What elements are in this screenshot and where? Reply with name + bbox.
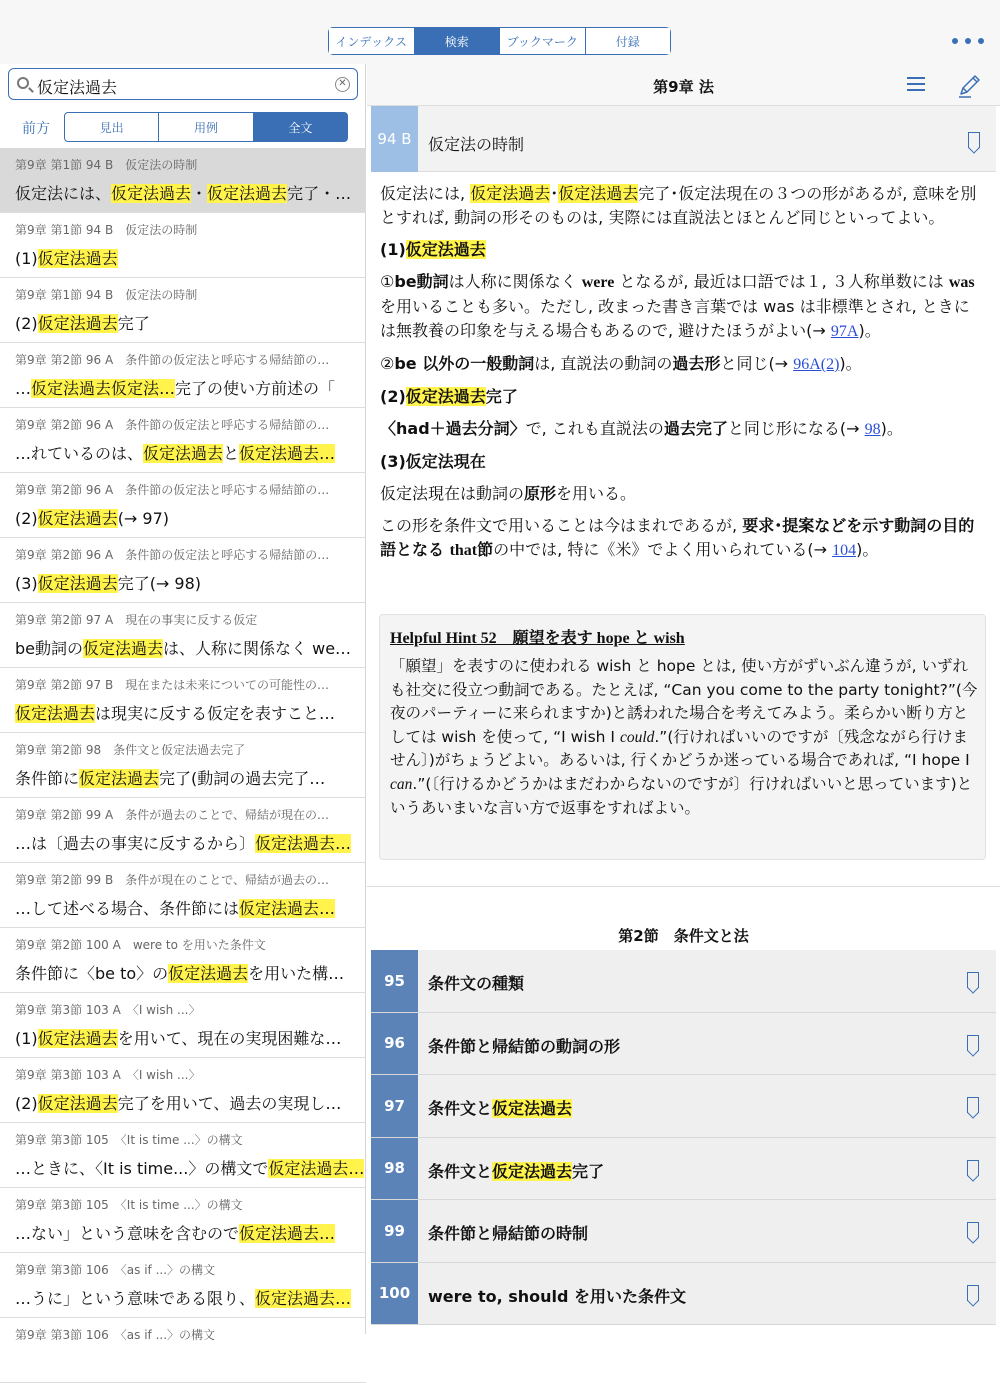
paragraph: 仮定法現在は動詞の原形を用いる。 [380, 484, 637, 503]
result-snippet: 条件節に〈be to〉の仮定法過去を用いた構… [15, 964, 345, 983]
tab-bookmark[interactable]: ブックマーク [500, 28, 586, 54]
subheading: (1)仮定法過去 [380, 240, 486, 259]
search-result-item[interactable] [0, 538, 366, 603]
search-result-item[interactable] [0, 603, 366, 668]
link-96a2[interactable]: 96A(2) [793, 356, 840, 373]
section-number: 94 B [371, 106, 418, 172]
tab-index[interactable]: インデックス [329, 28, 415, 54]
bookmark-icon[interactable] [967, 1097, 979, 1113]
section-title: 仮定法の時制 [428, 135, 525, 154]
main-segmented-control [328, 27, 671, 55]
section-number: 97 [371, 1075, 418, 1137]
search-result-item[interactable] [0, 1253, 366, 1318]
tab-search[interactable]: 検索 [415, 28, 501, 54]
search-result-item[interactable] [0, 473, 366, 538]
scope-tab-example[interactable]: 用例 [159, 113, 253, 141]
section-number: 98 [371, 1138, 418, 1200]
search-result-item[interactable] [0, 863, 366, 928]
paragraph: 〈had＋過去分詞〉で, これも直説法の過去完了と同じ形になる(→ 98)。 [380, 419, 903, 438]
search-result-item[interactable] [0, 148, 366, 213]
hint-text: 「願望」を表すのに使われる wish と hope とは, 使い方がずいぶん違うが, いずれも社交に役立つ動詞である。たとえば, “Can you come to the party tonight?”(今夜のパーティーに来られますか)と誘われた場合を考えてみよう。柔らかい断り方としては wish を使って, “I wish I could.”(行ければいいのですが〔残念ながら行けません〕)がちょうどよい。あるいは, 行くかどうか迷っている場合であれば, “I hope I can.”(〔行けるかどうかはまだわからないのですが〕行ければいいと思っています)というあいまいな言い方で返事をすればよい。 [390, 657, 978, 817]
result-location: 第9章 第2節 98 条件文と仮定法過去完了 [15, 743, 246, 757]
search-result-item[interactable] [0, 1123, 366, 1188]
result-snippet: (1)仮定法過去 [15, 249, 118, 268]
section-row-96[interactable] [371, 1013, 996, 1076]
scope-tab-headword[interactable]: 見出 [65, 113, 159, 141]
section-title: 条件文と仮定法過去完了 [428, 1161, 605, 1181]
paragraph: 仮定法には, 仮定法過去･仮定法過去完了･仮定法現在の３つの形があるが, 意味を別とすれば, 動詞の形そのものは, 実際には直説法とほとんど同じといってよい。 [380, 184, 977, 227]
section-title: 条件文と仮定法過去 [428, 1099, 573, 1118]
paragraph: ①be動詞は人称に関係なく were となるが, 最近は口語では１, ３人称単数には was を用いることも多い。ただし, 改まった書き言葉では was は非標準とされ, ときには無教養の印象を与える場合もあるので, 避けたほうがよい(→ 97A)。 [380, 272, 975, 340]
result-snippet: …仮定法過去仮定法…完了の使い方前述の「 [15, 379, 336, 398]
result-snippet: (2)仮定法過去完了 [15, 314, 150, 333]
search-result-item[interactable] [0, 733, 366, 798]
search-result-item[interactable] [0, 343, 366, 408]
tab-appendix[interactable]: 付録 [586, 28, 671, 54]
section-number: 100 [371, 1263, 418, 1325]
bookmark-icon[interactable] [967, 1035, 979, 1051]
result-location: 第9章 第3節 103 A 〈I wish ...〉 [15, 1068, 201, 1082]
result-snippet: …は〔過去の事実に反するから〕仮定法過去… [15, 834, 352, 853]
section-row-100[interactable] [371, 1263, 996, 1326]
result-snippet: …ときに、〈It is time...〉の構文で仮定法過去… [15, 1159, 365, 1178]
result-snippet: 仮定法過去は現実に反する仮定を表すこと… [15, 704, 336, 723]
bookmark-icon[interactable] [967, 972, 979, 988]
section-list [371, 950, 996, 1325]
result-location: 第9章 第1節 94 B 仮定法の時制 [15, 223, 198, 237]
result-snippet: 仮定法には、仮定法過去・仮定法過去完了・… [15, 184, 352, 203]
result-snippet: (3)仮定法過去完了(→ 98) [15, 574, 202, 593]
search-result-item[interactable] [0, 1058, 366, 1123]
result-location: 第9章 第2節 96 A 条件節の仮定法と呼応する帰結節の… [15, 483, 330, 497]
search-scope-bar [0, 112, 366, 142]
section-row-98[interactable] [371, 1138, 996, 1201]
result-location: 第9章 第2節 97 B 現在または未来についての可能性の… [15, 678, 329, 692]
search-pane [0, 64, 366, 1342]
section-title: were to, should を用いた条件文 [428, 1286, 687, 1306]
result-snippet: …うに」という意味である限り、仮定法過去… [15, 1289, 352, 1308]
link-98[interactable]: 98 [864, 421, 881, 438]
results-list [0, 148, 366, 1383]
result-snippet: 条件節に仮定法過去完了(動詞の過去完了… [15, 769, 326, 788]
result-snippet: (2)仮定法過去(→ 97) [15, 509, 170, 528]
paragraph: この形を条件文で用いることは今はまれであるが, 要求･提案などを示す動詞の目的語となる that節の中では, 特に《米》でよく用いられている(→ 104)。 [380, 516, 975, 559]
result-snippet: be動詞の仮定法過去は、人称に関係なく we… [15, 639, 352, 658]
result-location: 第9章 第2節 96 A 条件節の仮定法と呼応する帰結節の… [15, 548, 330, 562]
bookmark-icon[interactable] [968, 132, 980, 148]
section-title: 条件文の種類 [428, 974, 525, 993]
content-header [367, 64, 1000, 106]
prefix-match-button[interactable]: 前方 [22, 121, 50, 137]
section-title: 条件節と帰結節の時制 [428, 1224, 589, 1243]
result-location: 第9章 第3節 106 〈as if ...〉の構文 [15, 1263, 216, 1277]
result-location: 第9章 第3節 103 A 〈I wish ...〉 [15, 1003, 201, 1017]
list-icon[interactable] [907, 77, 925, 91]
scope-segmented-control [64, 112, 348, 142]
hint-heading: Helpful Hint 52 願望を表す hope と wish [390, 630, 685, 647]
result-location: 第9章 第3節 106 〈as if ...〉の構文 [15, 1328, 216, 1342]
result-snippet: …ない」という意味を含むので仮定法過去… [15, 1224, 336, 1243]
link-104[interactable]: 104 [832, 542, 857, 559]
clear-icon[interactable]: ✕ [335, 77, 350, 92]
more-icon[interactable] [952, 32, 984, 50]
section-row-99[interactable] [371, 1200, 996, 1263]
bookmark-icon[interactable] [967, 1160, 979, 1176]
top-toolbar [0, 0, 1000, 64]
chapter-title: 第9章 法 [653, 78, 714, 96]
section-number: 96 [371, 1013, 418, 1075]
subheading: (2)仮定法過去完了 [380, 387, 518, 406]
result-snippet: (2)仮定法過去完了を用いて、過去の実現し… [15, 1094, 342, 1113]
result-location: 第9章 第2節 100 A were to を用いた条件文 [15, 938, 266, 952]
result-location: 第9章 第2節 96 A 条件節の仮定法と呼応する帰結節の… [15, 353, 330, 367]
search-input[interactable] [8, 68, 358, 100]
section-header-94b [371, 106, 996, 172]
bookmark-icon[interactable] [967, 1285, 979, 1301]
search-value: 仮定法過去 [37, 78, 118, 97]
result-snippet: (1)仮定法過去を用いて、現在の実現困難な… [15, 1029, 342, 1048]
result-location: 第9章 第3節 105 〈It is time ...〉の構文 [15, 1133, 243, 1147]
result-location: 第9章 第2節 97 A 現在の事実に反する仮定 [15, 613, 258, 627]
search-result-item[interactable] [0, 1188, 366, 1253]
section-group-label: 第2節 条件文と法 [618, 927, 749, 945]
search-result-item[interactable] [0, 1318, 366, 1383]
article-body [380, 182, 983, 571]
search-result-item[interactable] [0, 408, 366, 473]
search-icon [17, 77, 29, 89]
search-result-item[interactable] [0, 928, 366, 993]
section-number: 99 [371, 1200, 418, 1262]
search-result-item[interactable] [0, 993, 366, 1058]
result-location: 第9章 第1節 94 B 仮定法の時制 [15, 288, 198, 302]
result-snippet: …れているのは、仮定法過去と仮定法過去… [15, 444, 336, 463]
section-number: 95 [371, 950, 418, 1012]
section-row-95[interactable] [371, 950, 996, 1013]
result-location: 第9章 第1節 94 B 仮定法の時制 [15, 158, 198, 172]
link-97a[interactable]: 97A [830, 323, 859, 340]
search-result-item[interactable] [0, 213, 366, 278]
search-result-item[interactable] [0, 668, 366, 733]
result-location: 第9章 第2節 96 A 条件節の仮定法と呼応する帰結節の… [15, 418, 330, 432]
bookmark-icon[interactable] [967, 1222, 979, 1238]
section-title: 条件節と帰結節の動詞の形 [428, 1036, 621, 1056]
helpful-hint-box [379, 614, 986, 860]
pen-icon[interactable] [957, 72, 981, 98]
search-result-item[interactable] [0, 278, 366, 343]
content-pane [367, 64, 1000, 1334]
scope-tab-fulltext[interactable]: 全文 [254, 113, 347, 141]
result-location: 第9章 第3節 105 〈It is time ...〉の構文 [15, 1198, 243, 1212]
section-row-97[interactable] [371, 1075, 996, 1138]
paragraph: ②be 以外の一般動詞は, 直説法の動詞の過去形と同じ(→ 96A(2))。 [380, 354, 862, 373]
result-location: 第9章 第2節 99 A 条件が過去のことで、帰結が現在の… [15, 808, 329, 822]
section-group-header [367, 886, 1000, 950]
subheading: (3)仮定法現在 [380, 452, 486, 471]
result-snippet: …して述べる場合、条件節には仮定法過去… [15, 899, 336, 918]
search-result-item[interactable] [0, 798, 366, 863]
result-location: 第9章 第2節 99 B 条件が現在のことで、帰結が過去の… [15, 873, 329, 887]
